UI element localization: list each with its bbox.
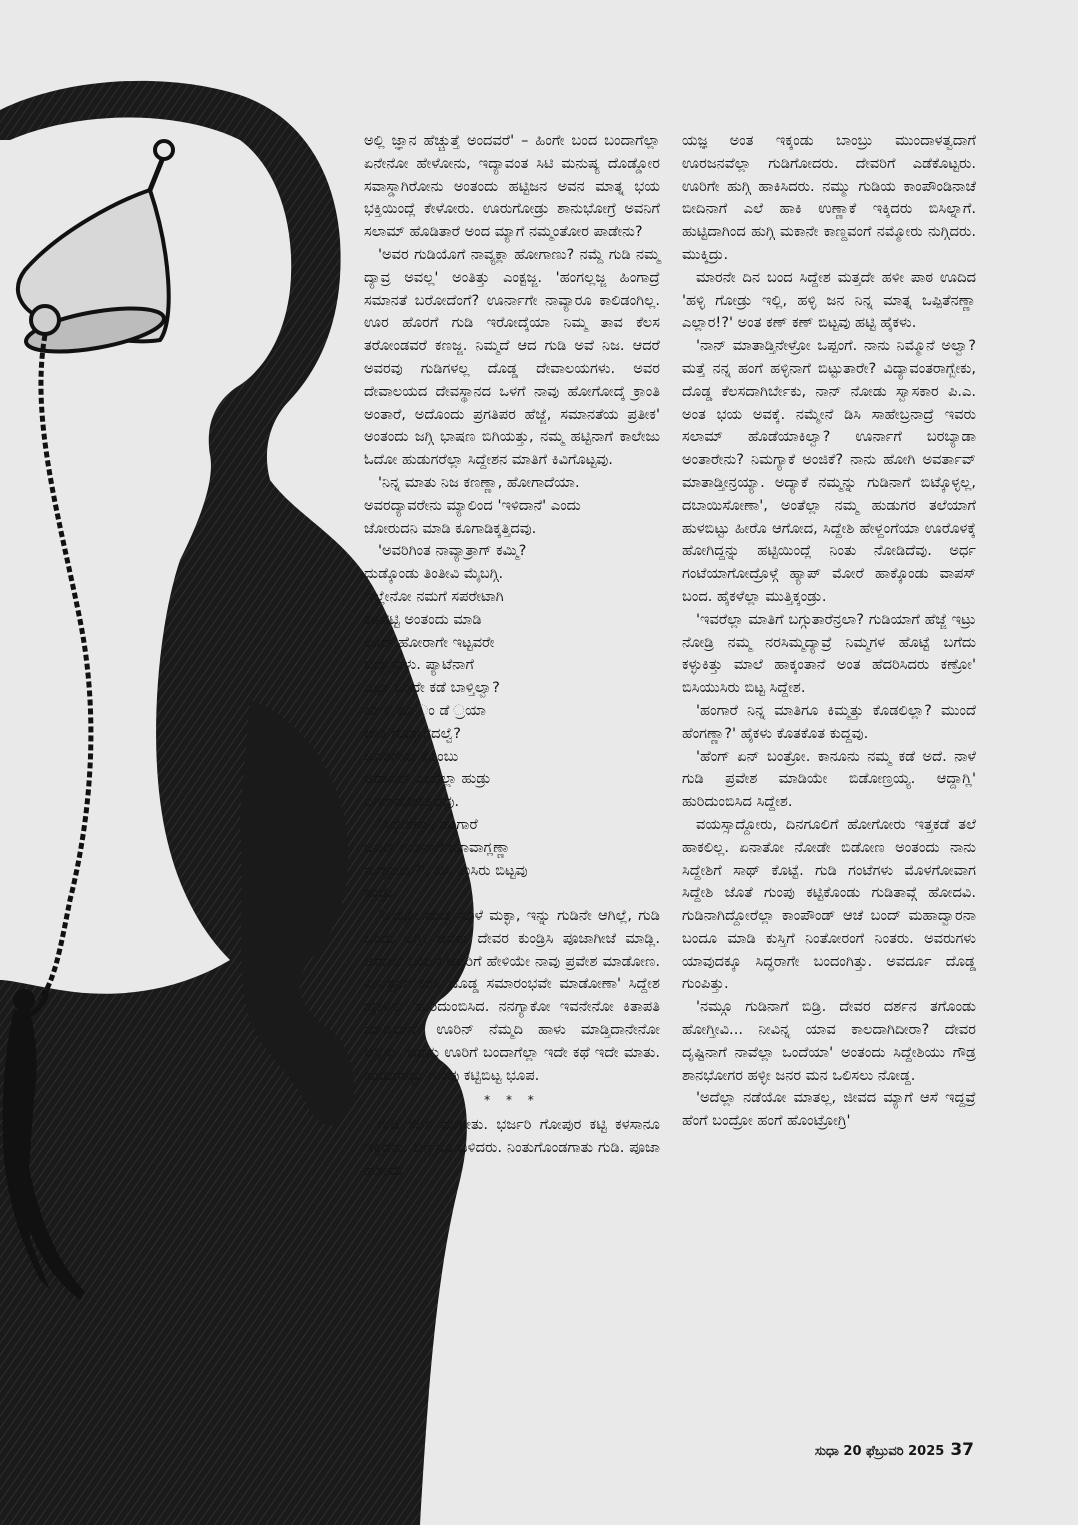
shaped-line: 'ಅವರಿಗಿಂತ ನಾವ್ಯಾತ್ರಾಗ್ ಕಮ್ಮಿ? <box>378 542 527 560</box>
shaped-line: ಅವರದ್ಯಾವರೇನು ಮ್ಯಾಲಿಂದ 'ಇಳಿದಾನೆ' ಎಂದು <box>364 496 581 514</box>
paragraph: 'ಇವರೆಲ್ಲಾ ಮಾತಿಗೆ ಬಗ್ಗುತಾರೆನ್ರಲಾ? ಗುಡಿಯಾಗೆ ಹೆಜ್ಜೆ ಇಟ್ರು ನೋಡ್ರಿ ನಮ್ಮ ನರಸಿಮ್ಮದ್ಯಾವ್ರೆ ನಿಮ್ಮಗಳ ಹೊಟ್ಟೆ ಬಗೆದು ಕಳ್ಳುಕಿತ್ತು ಮಾಲೆ ಹಾಕ್ಕಂತಾನೆ ಅಂತ ಹೆದರಿಸಿದರು ಕಣ್ರೋ' ಬಿಸಿಯುಸಿರು ಬಿಟ್ಟ ಸಿದ್ದೇಶ. <box>682 610 976 697</box>
shaped-line: ಬದ್ಮಾಸ್ಗುಳು. ಪ್ಯಾಟೆನಾಗೆ <box>364 656 474 674</box>
paragraph: 'ಅದೆಲ್ಲಾ ನಡೆಯೋ ಮಾತಲ್ಲ, ಜೀವದ ಮ್ಯಾಗೆ ಆಸೆ ಇದ್ದವ್ರೆ ಹೆಂಗೆ ಬಂದ್ರೋ ಹಂಗೆ ಹೊಂಟ್ರೋಗ್ರಿ' <box>682 1089 976 1130</box>
shaped-line: ಅದಾವರ್ ಎಂದೆಲ್ಲಾ ಹುಡ್ರು <box>364 770 491 788</box>
shaped-line: 'ನಿನ್ನ ಮಾತು ನಿಜ ಕಣಣ್ಣಾ, ಹೋಗಾದೆಯಾ. <box>378 473 580 491</box>
shaped-line: ಅವರ್ ಗುಡಿನಾಗೆ ಯಾವಾಗ್ಲಣ್ಣಾ <box>364 838 511 856</box>
shaped-line: ಎಲ್ಲಾ ಒಂದೇ ಕಡೆ ಬಾಳ್ತಿಲ್ವಾ? <box>364 679 500 697</box>
paragraph: ಯಜ್ಞ ಅಂತ ಇಕ್ಕಂಡು ಬಾಂಬ್ರು ಮುಂದಾಳತ್ವದಾಗೆ ಊರಜನವೆಲ್ಲಾ ಗುಡಿಗೋದರು. ದೇವರಿಗೆ ಎಡೆಕೊಟ್ಟರು. ಊರಿಗೇ ಹುಗ್ಗಿ ಹಾಕಿಸಿದರು. ನಮ್ಮು ಗುಡಿಯ ಕಾಂಪೌಂಡಿನಾಚೆ ಬೀದಿನಾಗೆ ಎಲೆ ಹಾಕಿ ಉಣ್ಣಾಕೆ ಇಕ್ಕಿದರು ಬಿಸಿಲ್ನಾಗೆ. ಹುಟ್ಟಿದಾಗಿಂದ ಹುಗ್ಗಿ ಮಕಾನೇ ಕಾಣ್ದವಂಗೆ ನಮ್ಮೋರು ನುಗ್ಗಿದರು. ಮುಕ್ಕಿದ್ರು. <box>682 132 976 263</box>
paragraph: ವಯಸ್ಸಾದ್ದೋರು, ದಿನಗೂಲಿಗೆ ಹೋಗೋರು ಇತ್ತಕಡೆ ತಲೆ ಹಾಕಲಿಲ್ಲ. ಏನಾತೋ ನೋಡೇ ಬಿಡೋಣ ಅಂತಂದು ನಾನು ಸಿದ್ದೇಶಿಗೆ ಸಾಥ್ ಕೊಟ್ಟೆ. ಗುಡಿ ಗಂಟೆಗಳು ಮೊಳಗೋವಾಗ ಸಿದ್ದೇಶಿ ಜೊತೆ ಗುಂಪು ಕಟ್ಟಿಕೊಂಡು ಗುಡಿತಾವ್ಗೆ ಹೋದವಿ. ಗುಡಿನಾಗಿದ್ದೋರೆಲ್ಲಾ ಕಾಂಪೌಂಡ್ ಆಚೆ ಬಂದ್ ಮಹಾದ್ವಾರನಾ ಬಂದೂ ಮಾಡಿ ಕುಸ್ತಿಗೆ ನಿಂತೋರಂಗೆ ನಿಂತರು. ಅವರುಗಳು ಯಾವುದಕ್ಕೂ ಸಿದ್ಧರಾಗೇ ಬಂದಂಗಿತ್ತು. ಅವರ್ದೂ ದೊಡ್ಡ ಗುಂಪಿತ್ತು. <box>682 815 976 993</box>
paragraph: 'ಹಂಗಾರೆ ನಿನ್ನ ಮಾತಿಗೂ ಕಿಮ್ಮತ್ತು ಕೊಡಲಿಲ್ಲಾ? ಮುಂದೆ ಹೆಂಗಣ್ಣಾ?' ಹೈಕಳು ಕೊತಕೊತ ಕುದ್ದವು. <box>682 701 976 742</box>
section-separator: * * * <box>484 1093 540 1108</box>
page-number: 37 <box>950 1440 974 1460</box>
paragraph: 'ಅಯ್ಯೋ ಹುಚ್ಚ ಸೂಳೆ ಮಕ್ಳಾ, ಇನ್ನು ಗುಡಿನೇ ಆಗಿಲ್ಲೆ, ಗುಡಿ ಒಂದು ಅಗ್ಲಿ. ಅವರು ದೇವರ ಕುಂಡ್ರಿಸಿ ಪೂಜಾಗೀಜೆ ಮಾಡ್ಲಿ. ಆಮೇಲೆ ಒಂದಿನ ಅವರಿಗೆ ಹೇಳಿಯೇ ನಾವು ಪ್ರವೇಶ ಮಾಡೋಣ. ಮಿನಿಸ್ಟರ್ನ ಕರೆಸಿ ದೊಡ್ಡ ಸಮಾರಂಭವೇ ಮಾಡೋಣಾ' ಸಿದ್ದೇಶ ಹೈಕಳನ್ನು ಹುರಿದುಂಬಿಸಿದ. ನನಗ್ಯಾಕೋ ಇವನೇನೋ ಕಿತಾಪತಿ ಮಾಡ್ತಿದಾನೆ, ಊರಿನ್ ನೆಮ್ಮದಿ ಹಾಳು ಮಾಡ್ತಿದಾನೇನೋ ಅನ್ನಿಸ್ತು. ಅವನು ಊರಿಗೆ ಬಂದಾಗೆಲ್ಲಾ ಇದೇ ಕಥೆ ಇದೇ ಮಾತು. ಹುಡುಗರದ್ದು ಗುಂಪು ಕಟ್ಟಿಬಿಟ್ಟ ಭೂಪ. <box>364 907 660 1084</box>
shaped-line: 'ಸಿದ್ದೇಶಣ್ಣಾ, ಹಂಗಾರೆ <box>378 815 478 833</box>
text-column-right <box>682 130 976 1133</box>
shaped-line: ಅವರಿಗೇನು ಕೊಂಬು <box>364 747 459 765</box>
magazine-issue: ಸುಧಾ 20 ಫೆಬ್ರುವರಿ 2025 <box>814 1444 945 1459</box>
paragraph: 'ನಮ್ಗೂ ಗುಡಿನಾಗೆ ಬಿಡ್ರಿ. ದೇವರ ದರ್ಶನ ತಗೊಂಡು ಹೋಗ್ತೀವಿ... ನೀವಿನ್ನ ಯಾವ ಕಾಲದಾಗಿದೀರಾ? ದೇವರ ದೃಷ್ಟಿನಾಗೆ ನಾವೆಲ್ಲಾ ಒಂದೆಯಾ' ಅಂತಂದು ಸಿದ್ದೇಶಿಯು ಗೌಡ್ರ ಶಾನಭೋಗರ ಹಳ್ಳೀ ಜನರ ಮನ ಒಲಿಸಲು ನೋಡ್ದ. <box>682 998 976 1084</box>
paragraph: ಗುಡಿ ಕೆಲಸ ಮುಗೀತು. ಭರ್ಜರಿ ಗೋಪುರ ಕಟ್ಟಿ ಕಳಸಾನೂ ಇಕ್ಕಿದರು. ಬಣ್ಣನೂ ಬಳಿದರು. ನಿಂತುಗೊಂಡಗಾತು ಗುಡಿ. ಪೂಜಾ ಹೋಮ <box>364 1116 660 1179</box>
shaped-line: ಹುಡ್ರು. <box>364 884 398 902</box>
shaped-line: ನುಗ್ಗೋದು?', ಬಸಿ ಉಸಿರು ಬಿಟ್ಟವು <box>364 861 528 879</box>
text-column-left <box>364 130 660 1183</box>
shaped-line: ದುಡ್ಕೊಂಡು ತಿಂತೀವಿ ಮೈಬಗ್ಗಿ. <box>364 565 504 583</box>
paragraph: ಮಾರನೇ ದಿನ ಬಂದ ಸಿದ್ದೇಶ ಮತ್ತದೇ ಹಳೀ ಪಾಠ ಊದಿದ 'ಹಳ್ಳಿ ಗೋಡ್ರು ಇಲ್ಲಿ, ಹಳ್ಳಿ ಜನ ನಿನ್ನ ಮಾತ್ನ ಒಪ್ಪಿತೆನಣ್ಣಾ ಎಲ್ಲಾರ!?' ಅಂತ ಕಣ್ ಕಣ್ ಬಿಟ್ಟವು ಹಟ್ಟಿ ಹೈಕಳು. <box>682 268 976 332</box>
paragraph: 'ನಾನ್ ಮಾತಾಡ್ತಿನೇಳ್ರೋ ಒಪ್ಪಂಗೆ. ನಾನು ನಿಮ್ಮೊನೆ ಅಲ್ವಾ? ಮತ್ತೆ ನನ್ನ ಹಂಗೆ ಹಳ್ಳಿನಾಗೆ ಬಿಟ್ಟುತಾರೇ? ವಿದ್ಯಾವಂತರಾಗ್ಬೇಕು, ದೊಡ್ಡ ಕೆಲಸದಾಗಿರ್ಬೇಕು, ನಾನ್ ನೋಡು ಸ್ವಾಸಕಾರ ಪಿ.ಎ. ಅಂತ ಭಯ ಅವಕ್ಕೆ. ನಮ್ಮೇನೆ ಡಿಸಿ ಸಾಹೇಬ್ರನಾದ್ರೆ ಇವರು ಸಲಾಮ್ ಹೊಡೆಯಾಕಿಲ್ವಾ? ಊರ್ನಾಗೆ ಬರಬ್ಯಾಡಾ ಅಂತಾರೇನು? ನಿಮಗ್ಯಾಕೆ ಅಂಜಿಕೆ? ನಾನು ಹೋಗಿ ಅವರ್ತಾವ್ ಮಾತಾಡ್ತೀನ್ರಯ್ಯಾ. ಅದ್ಯಾಕೆ ನಮ್ಮನ್ನು ಗುಡಿನಾಗೆ ಬಿಟ್ಕೊಳ್ಳಲ್ಲ, ದಬಾಯಿಸೋಣಾ', ಅಂತೆಲ್ಲಾ ನಮ್ಮ ಹುಡುಗರ ತಲೆಯಾಗೆ ಹುಳಬಿಟ್ಟು ಹೀರೊ ಆಗೋದ, ಸಿದ್ದೇಶಿ ಹೇಳ್ದಂಗೆಯಾ ಊರೊಳಕ್ಕೆ ಹೋಗಿದ್ದನ್ನು ಹಟ್ಟಿಯಿಂದ್ಲೆ ನಿಂತು ನೋಡಿದೆವು. ಅರ್ಧ ಗಂಟೆಯಾಗೋದ್ರೊಳ್ಗೆ ಹ್ಯಾಪ್ ಮೋರೆ ಹಾಕ್ಕೊಂಡು ವಾಪಸ್ ಬಂದ. ಹೈಕಳೆಲ್ಲಾ ಮುತ್ತಿಕ್ಕಂಡ್ರು. <box>682 337 976 605</box>
shaped-line: ಊರ್ ಹೋರಾಗೇ ಇಟ್ಟವರೇ <box>364 633 495 651</box>
page-footer <box>815 1440 974 1460</box>
shaped-line: ಜಾತಿ ಗೊತ್ತಾಗದಲ್ವೆ? <box>364 724 461 742</box>
shaped-line: ಇಲ್ಲೇನೋ ನಮಗೆ ಸಪರೇಟಾಗಿ <box>364 587 504 605</box>
shaped-line: ಎಗರಾಡೋಕತ್ತಿದವು. <box>364 793 460 811</box>
paragraph: 'ಅವರ ಗುಡಿಯೊಗೆ ನಾವ್ಯಕ್ಲಾ ಹೋಗಾಣು? ನಮ್ದೆ ಗುಡಿ ನಮ್ಮ ದ್ಯಾವ್ರ ಅವಲ್ಲ' ಅಂತಿತ್ತು ಎಂಕ್ಟಜ್ಜ. 'ಹಂಗಲ್ಲಜ್ಜ ಹಿಂಗಾದ್ರೆ ಸಮಾನತೆ ಬರೋದೆಂಗೆ? ಊರ್ನಾಗೇ ನಾವ್ಯಾರೂ ಕಾಲಿಡಂಗಿಲ್ಲ. ಊರ ಹೊರಗೆ ಗುಡಿ ಇರೋದ್ಕೆಯಾ ನಿಮ್ಮ ತಾವ ಕೆಲಸ ತರೋಂಡವರೆ ಕಣಜ್ಜ. ನಿಮ್ಮದೆ ಆದ ಗುಡಿ ಅವೆ ನಿಜ. ಆದರೆ ಅವರವು ಗುಡಿಗಳಲ್ಲ ದೊಡ್ಡ ದೇವಾಲಯಗಳು. ಅವರ ದೇವಾಲಯದ ದೇವಸ್ಥಾನದ ಒಳಗೆ ನಾವು ಹೋಗೋದ್ಕೆ ಕ್ರಾಂತಿ ಅಂತಾರೆ, ಅದೊಂದು ಪ್ರಗತಿಪರ ಹೆಜ್ಜೆ, ಸಮಾನತೆಯ ಪ್ರತೀಕ' ಅಂತಂದು ಜಗ್ಗಿ ಭಾಷಣ ಬಿಗಿಯತ್ತು, ನಮ್ಮ ಹಟ್ಟಿನಾಗೆ ಕಾಲೇಜು ಓದೋ ಹುಡುಗರೆಲ್ಲಾ ಸಿದ್ದೇಶನ ಮಾತಿಗೆ ಕಿವಿಗೊಟ್ಟವು. <box>364 245 660 469</box>
paragraph: 'ಹೆಂಗ್ ಏನ್ ಬಂತ್ರೋ. ಕಾನೂನು ನಮ್ಮ ಕಡೆ ಅದೆ. ನಾಳೆ ಗುಡಿ ಪ್ರವೇಶ ಮಾಡಿಯೇ ಬಿಡೋಣ್ರಯ್ಯ. ಆದ್ದಾಗ್ಲಿ' ಹುರಿದುಂಬಿಸಿದ ಸಿದ್ದೇಶ. <box>682 747 976 811</box>
shaped-line: ಕೆಳಹಟ್ಟಿ ಅಂತಂದು ಮಾಡಿ <box>364 610 482 628</box>
shaped-line: ಜೋರುದನಿ ಮಾಡಿ ಕೂಗಾಡಿಕ್ಕತ್ತಿದವು. <box>364 519 537 537</box>
shaped-line: ಹೇ ಳೆ ಕೊ ಂ ಡೆ ್ರಯಾ <box>364 701 486 719</box>
paragraph: ಅಲ್ಲಿ ಜ್ಞಾನ ಹೆಚ್ಚುತ್ತೆ ಅಂದವರೆ' – ಹಿಂಗೇ ಬಂದ ಬಂದಾಗೆಲ್ಲಾ ಏನೇನೋ ಹೇಳೋನು, ಇದ್ಯಾವಂತ ಸಿಟಿ ಮನುಷ್ಯ ದೊಡ್ಡೋರ ಸವಾಸ್ಡಾಗಿರೋನು ಅಂತಂದು ಹಟ್ಟಿಜನ ಅವನ ಮಾತ್ನ ಭಯ ಭಕ್ತಿಯಿಂದ್ಲೆ ಕೇಳೋರು. ಊರುಗೋಡ್ರು ಶಾನುಭೋಗ್ರೆ ಅವನಿಗೆ ಸಲಾಮ್ ಹೊಡಿತಾರೆ ಅಂದ ಮ್ಯಾಗೆ ನಮ್ಮಂತೋರ ಪಾಡೇನು? <box>364 132 660 241</box>
